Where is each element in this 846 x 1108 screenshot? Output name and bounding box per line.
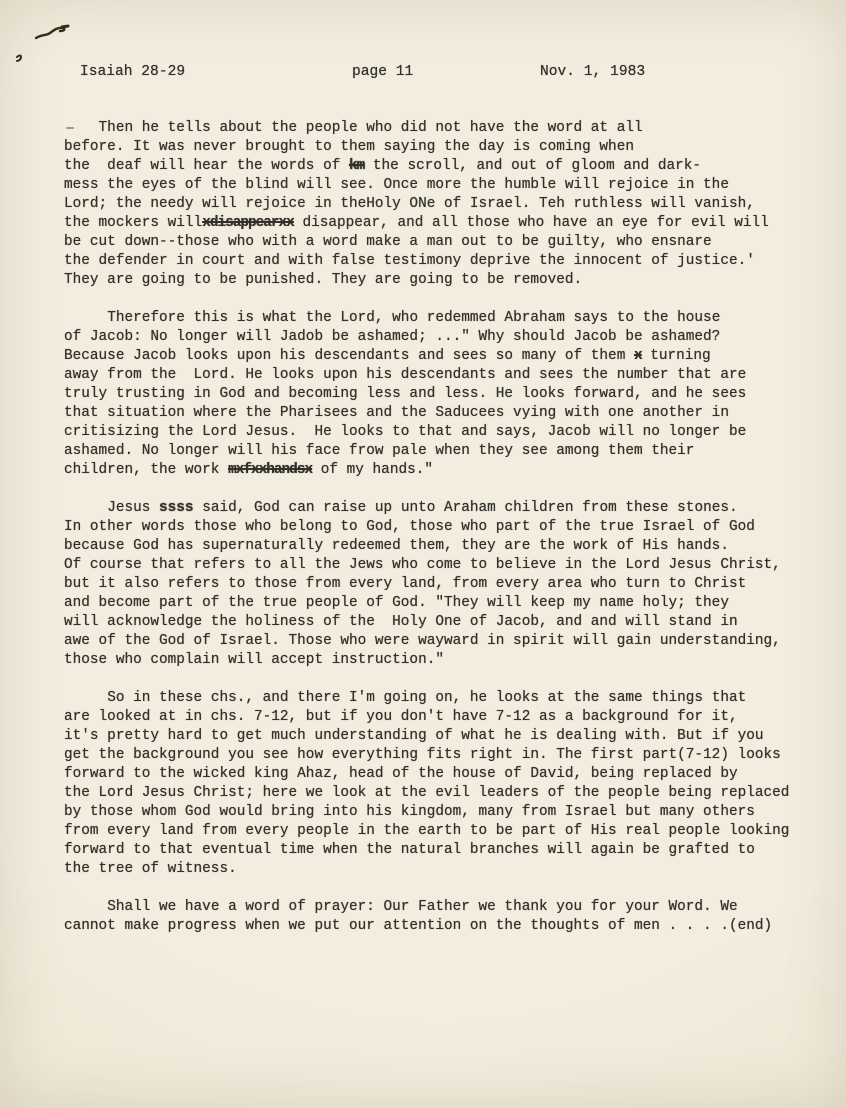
document-body [64,119,812,955]
text-line [64,442,812,461]
text-segment: be cut down--those who with a word make a man out to be guilty, who ensnare [64,234,712,250]
text-segment: forward to the wicked king Ahaz, head of the house of David, being replaced by [64,766,738,782]
text-segment: away from the Lord. He looks upon his descendants and sees the number that are [64,367,747,383]
text-line [64,575,812,594]
text-segment: before. It was never brought to them saying the day is coming when [64,139,634,155]
paragraph [64,898,812,936]
text-line [64,841,812,860]
text-line [64,537,812,556]
text-segment: of Jacob: No longer will Jadob be ashamed; ..." Why should Jacob be ashamed? [64,329,721,345]
text-line [64,860,812,879]
text-segment: said, God can raise up unto Araham children from these stones. [193,500,738,516]
text-line [64,632,812,651]
text-line [64,404,812,423]
text-line [64,613,812,632]
text-segment: of my hands." [312,462,433,478]
struck-out-text: xdisappearxx [202,215,294,231]
text-segment: and become part of the true people of God. "They will keep my name holy; they [64,595,729,611]
text-line [64,195,812,214]
text-line [64,917,812,936]
paragraph [64,689,812,879]
page-header [0,64,846,86]
text-segment: They are going to be punished. They are going to be removed. [64,272,583,288]
text-segment: it's pretty hard to get much understanding of what he is dealing with. But if you [64,728,764,744]
text-segment: forward to that eventual time when the natural branches will again be grafted to [64,842,755,858]
text-segment: mess the eyes of the blind will see. Once more the humble will rejoice in the [64,177,729,193]
text-segment: So in these chs., and there I'm going on, he looks at the same things that [64,690,747,706]
text-segment: will acknowledge the holiness of the Holy One of Jacob, and and will stand in [64,614,738,630]
text-line [64,822,812,841]
text-line [64,651,812,670]
header-scripture-reference: Isaiah 28-29 [80,64,186,80]
text-segment: the scroll, and out of gloom and dark- [364,158,702,174]
text-line [64,461,812,480]
text-line [64,157,812,176]
text-segment: Lord; the needy will rejoice in theHoly ONe of Israel. Teh ruthless will vanish, [64,196,755,212]
text-segment: Therefore this is what the Lord, who redemmed Abraham says to the house [64,310,721,326]
text-segment: by those whom God would bring into his kingdom, many from Israel but many others [64,804,755,820]
text-line [64,138,812,157]
text-line [64,366,812,385]
text-segment: awe of the God of Israel. Those who were wayward in spirit will gain understanding, [64,633,781,649]
text-line [64,594,812,613]
text-line [64,423,812,442]
text-line [64,385,812,404]
text-segment: the tree of witness. [64,861,237,877]
text-line [64,689,812,708]
text-segment: critisizing the Lord Jesus. He looks to that and says, Jacob will no longer be [64,424,747,440]
text-segment: because God has supernaturally redeemed them, they are the work of His hands. [64,538,729,554]
text-line [64,214,812,233]
text-segment: cannot make progress when we put our attention on the thoughts of men . . . .(end) [64,918,773,934]
text-segment: Of course that refers to all the Jews who come to believe in the Lord Jesus Christ, [64,557,781,573]
text-segment: turning [641,348,711,364]
text-segment: children, the work [64,462,229,478]
text-segment: the Lord Jesus Christ; here we look at the evil leaders of the people being replaced [64,785,790,801]
text-segment: but it also refers to those from every land, from every area who turn to Christ [64,576,747,592]
text-line [64,784,812,803]
text-line [64,556,812,575]
text-segment: Then he tells about the people who did not have the word at all [64,120,643,136]
text-line [64,765,812,784]
paragraph [64,119,812,290]
text-segment: the defender in court and with false testimony deprive the innocent of justice.' [64,253,755,269]
text-segment: that situation where the Pharisees and the Saducees vying with one another in [64,405,729,421]
text-segment: disappear, and all those who have an eye for evil will [293,215,769,231]
text-line [64,271,812,290]
text-line [64,518,812,537]
text-segment: the deaf will hear the words of [64,158,349,174]
text-line [64,119,812,138]
struck-out-text: x [633,348,642,364]
text-segment: the mockers will [64,215,203,231]
text-line [64,499,812,518]
text-segment: Jesus [64,500,160,516]
text-segment: Shall we have a word of prayer: Our Father we thank you for your Word. We [64,899,738,915]
paragraph [64,499,812,670]
text-line [64,898,812,917]
header-page-number: page 11 [352,64,414,80]
text-line [64,176,812,195]
text-segment: get the background you see how everything fits right in. The first part(7-12) looks [64,747,781,763]
overtyped-text: ssss [159,500,194,516]
text-line [64,233,812,252]
text-line [64,727,812,746]
text-segment: ashamed. No longer will his face frow pale when they see among them their [64,443,695,459]
text-segment: from every land from every people in the earth to be part of His real people looking [64,823,790,839]
text-segment: Because Jacob looks upon his descendants and sees so many of them [64,348,634,364]
paragraph [64,309,812,480]
struck-out-text: mxfxxhandsx [228,462,313,478]
text-segment: those who complain will accept instruction." [64,652,444,668]
text-line [64,347,812,366]
text-line [64,708,812,727]
text-line [64,252,812,271]
text-line [64,803,812,822]
text-segment: truly trusting in God and becoming less and less. He looks forward, and he sees [64,386,747,402]
text-segment: In other words those who belong to God, those who part of the true Israel of God [64,519,755,535]
header-date: Nov. 1, 1983 [540,64,646,80]
text-line [64,309,812,328]
struck-out-text: km [348,158,365,174]
text-line [64,746,812,765]
text-segment: are looked at in chs. 7-12, but if you don't have 7-12 as a background for it, [64,709,738,725]
text-line [64,328,812,347]
